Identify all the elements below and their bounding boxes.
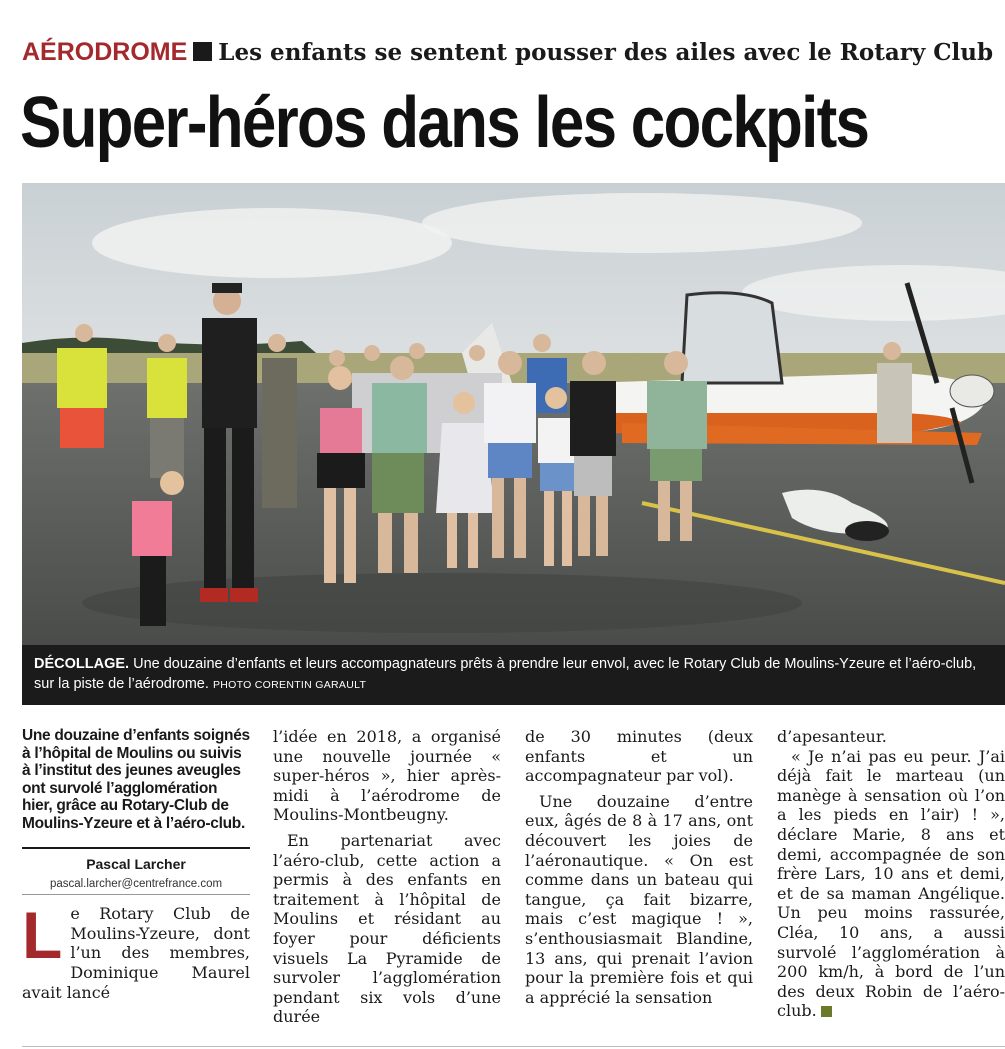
body-paragraph: d’apesanteur.: [777, 727, 887, 746]
body-paragraph: Une douzaine d’entre eux, âgés de 8 à 17 ans, ont découvert les joies de l’aéronautique. « On est comme dans un bateau qui tangue, ça fait bizarre, mais c’est magique ! », s’enthousiasmait Blandine, 13 ans, qui prenait l’avion pour la première fois et qui a apprécié la sensation: [525, 791, 753, 1007]
bottom-divider: [22, 1046, 1005, 1047]
column-3: [525, 727, 753, 1007]
end-of-article-icon: [821, 1006, 832, 1017]
rubric-label: AÉRODROME: [22, 38, 188, 66]
column-1: [22, 727, 250, 1002]
body-paragraph: [777, 747, 1005, 1021]
byline-divider: [22, 847, 250, 849]
body-paragraph: l’idée en 2018, a organisé une nouvelle journée « super-héros », hier après-midi à l’aérodrome de Moulins-Montbeugny.: [273, 727, 501, 825]
column-4: [777, 727, 1005, 1021]
photo-credit: PHOTO CORENTIN GARAULT: [212, 679, 367, 691]
square-bullet-icon: [193, 42, 212, 61]
headline: Super-héros dans les cockpits: [20, 83, 869, 163]
kicker: [22, 38, 997, 72]
photo-illustration: [22, 183, 1005, 645]
body-text: e Rotary Club de Moulins-Yzeure, dont l’un des membres, Dominique Maurel avait lancé: [22, 904, 250, 1002]
article-lead: Une douzaine d’enfants soignés à l’hôpital de Moulins ou suivis à l’institut des jeunes aveugles ont survolé l’agglomération hier, grâce au Rotary-Club de Moulins-Yzeure et à l’aéro-club.: [22, 727, 250, 832]
author-name: Pascal Larcher: [86, 856, 186, 872]
caption-label: DÉCOLLAGE.: [34, 656, 130, 672]
author-email[interactable]: pascal.larcher@centrefrance.com: [49, 877, 223, 890]
deck-line: Les enfants se sentent pousser des ailes avec le Rotary Club: [218, 39, 994, 66]
caption-text: Une douzaine d’enfants et leurs accompagnateurs prêts à prendre leur envol, avec le Rotary Club de Moulins-Yzeure et l’aéro-club, sur la piste de l’aérodrome.: [34, 656, 977, 692]
photo-caption: [22, 645, 1005, 705]
column-2: [273, 727, 501, 1027]
divider: [22, 894, 250, 895]
body-paragraph: [22, 898, 250, 1002]
drop-cap: L: [22, 898, 63, 973]
body-paragraph: En partenariat avec l’aéro-club, cette action a permis à des enfants en traitement à l’hôpital de Moulins et résidant au foyer pour déficients visuels La Pyramide de survoler l’agglomération pendant six vols d’une durée: [273, 830, 501, 1027]
body-paragraph: de 30 minutes (deux enfants et un accompagnateur par vol).: [525, 727, 753, 786]
quote-text: « Je n’ai pas eu peur. J’ai déjà fait le marteau (un manège à sensation où l’on a les pieds en l’air) ! », déclare Marie, 8 ans et demi, accompagnée de son frère Lars, 10 ans et demi, et de sa maman Angélique. Un peu moins rassurée, Cléa, 10 ans, a aussi survolé l’agglomération à 200 km/h, à bord de l’un des deux Robin de l’aéro-club.: [777, 746, 1005, 1021]
article-photo: [22, 183, 1005, 645]
